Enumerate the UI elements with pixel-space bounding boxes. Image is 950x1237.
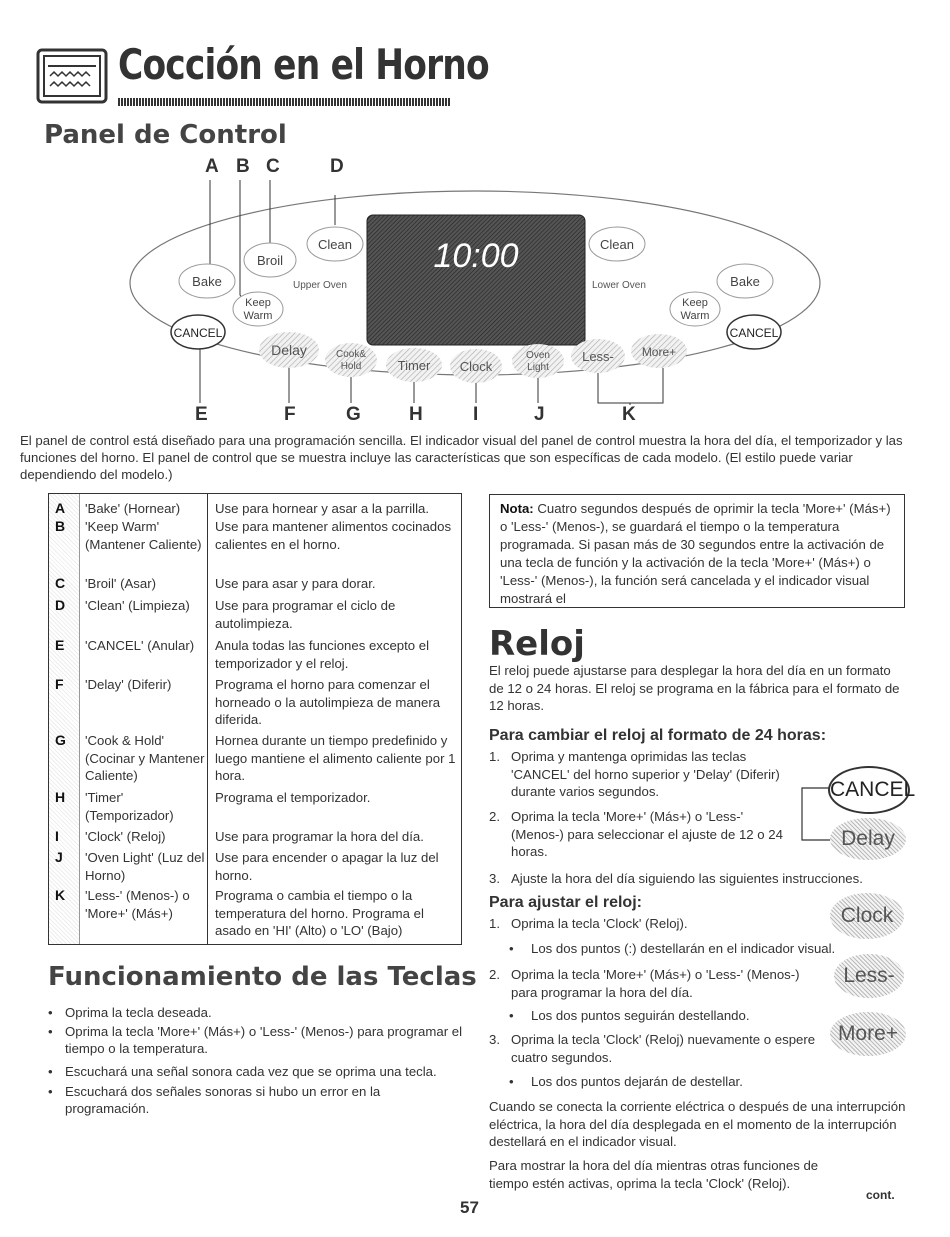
row-name: 'Broil' (Asar) — [85, 576, 156, 591]
clean-right-label: Clean — [600, 237, 634, 252]
cancel-left-label: CANCEL — [173, 326, 223, 340]
list-item — [509, 1007, 829, 1025]
row-desc: Programa el temporizador. — [215, 790, 371, 805]
row-key: E — [55, 637, 65, 653]
list-item — [489, 870, 909, 888]
step-bullet: • — [509, 941, 514, 956]
step-text: Los dos puntos seguirán destellando. — [531, 1008, 750, 1023]
step-text: Ajuste la hora del día siguiendo las siguientes instrucciones. — [511, 871, 863, 886]
control-panel-diagram — [0, 175, 950, 405]
letter-f: F — [284, 404, 296, 425]
clock-label: Clock — [459, 359, 493, 374]
row-key: K — [55, 887, 66, 903]
step-number: 2. — [489, 967, 500, 982]
letter-a: A — [205, 156, 219, 177]
row-key: B — [55, 518, 66, 534]
row-desc: Programa el horno para comenzar el horneado o la autolimpieza de manera diferida. — [215, 677, 441, 727]
bullet-text: Oprima la tecla deseada. — [65, 1005, 212, 1020]
list-item — [489, 748, 799, 801]
row-desc: Use para hornear y asar a la parrilla. — [215, 501, 430, 516]
list-item: • Oprima la tecla deseada. — [48, 1004, 468, 1021]
row-key: J — [55, 849, 63, 865]
row-name: 'Oven Light' (Luz del Horno) — [85, 850, 205, 883]
clock-key: Clock — [830, 893, 904, 939]
letter-b: B — [236, 156, 250, 177]
step-text: Oprima la tecla 'Clock' (Reloj). — [511, 916, 688, 931]
row-key: A — [55, 500, 66, 516]
letter-d: D — [330, 156, 344, 177]
step-text: Los dos puntos dejarán de destellar. — [531, 1074, 743, 1089]
keep-warm-left-label-1: Keep — [245, 297, 271, 309]
table-divider — [207, 494, 208, 944]
row-key: D — [55, 597, 66, 613]
step-text: Oprima la tecla 'Clock' (Reloj) nuevamente o espere cuatro segundos. — [511, 1032, 816, 1065]
cancel-key: CANCEL — [828, 766, 910, 814]
reloj-clock-paragraph: Para mostrar la hora del día mientras otras funciones de tiempo estén activas, oprima la tecla 'Clock' (Reloj). — [489, 1158, 819, 1191]
reloj-subtitle-ajustar: Para ajustar el reloj: — [489, 894, 642, 911]
letter-k: K — [622, 404, 636, 425]
features-table — [48, 493, 462, 945]
oven-light-label-2: Light — [527, 362, 549, 373]
cook-hold-label-2: Hold — [340, 361, 362, 372]
letter-h: H — [409, 404, 423, 425]
row-name: 'Bake' (Hornear) — [85, 501, 181, 516]
note-text: Cuatro segundos después de oprimir la tecla 'More+' (Más+) o 'Less-' (Menos-), se guardará el tiempo o la temperatura programada. Si pasan más de 30 segundos entre la activación de una tecla de función y la activación de la tecla 'More+' (Más+) o 'Less-' (Menos-), la función será cancelada y el indicador visual mostrará el — [500, 501, 891, 606]
list-item — [489, 1031, 819, 1066]
page-title: Cocción en el Horno — [118, 40, 489, 89]
title-rule — [118, 98, 450, 106]
reloj-intro: El reloj puede ajustarse para desplegar la hora del día en un formato de 12 o 24 horas. El reloj se programa en la fábrica para el formato de 12 horas. — [489, 663, 900, 713]
clock-display: 10:00 — [433, 237, 519, 275]
row-name: 'Cook & Hold' (Cocinar y Mantener Caliente) — [85, 733, 205, 783]
cancel-right-label: CANCEL — [729, 326, 779, 340]
keep-warm-left-label-2: Warm — [243, 310, 273, 322]
letter-g: G — [346, 404, 361, 425]
row-desc: Hornea durante un tiempo predefinido y luego mantiene el alimento caliente por 1 hora. — [215, 733, 456, 783]
continued-label: cont. — [866, 1188, 895, 1202]
row-desc: Programa o cambia el tiempo o la temperatura del horno. Programa el asado en 'HI' (Alto) o 'LO' (Bajo) — [215, 888, 424, 938]
less-label: Less- — [582, 349, 614, 364]
step-number: 2. — [489, 809, 500, 824]
letter-c: C — [266, 156, 280, 177]
row-name: 'Timer' (Temporizador) — [85, 790, 174, 823]
row-name: 'Clean' (Limpieza) — [85, 598, 190, 613]
page-number: 57 — [460, 1198, 479, 1217]
cook-hold-label-1: Cook& — [335, 349, 367, 360]
note-label: Nota: — [500, 501, 534, 516]
panel-intro-text: El panel de control está diseñado para una programación sencilla. El indicador visual del panel de control muestra la hora del día, el temporizador y las funciones del horno. El panel de control que se muestra incluye las características que son específicas de cada modelo. (El estilo puede variar dependiendo del modelo.) — [20, 433, 903, 482]
step-text: Oprima la tecla 'More+' (Más+) o 'Less-' (Menos-) para programar la hora del día. — [511, 967, 800, 1000]
funcionamiento-title: Funcionamiento de las Teclas — [48, 962, 477, 992]
step-number: 1. — [489, 916, 500, 931]
table-key-column — [49, 494, 80, 944]
lower-oven-label: Lower Oven — [592, 280, 646, 291]
row-desc: Use para asar y para dorar. — [215, 576, 376, 591]
row-name: 'Less-' (Menos-) o 'More+' (Más+) — [85, 888, 190, 921]
step-number: 3. — [489, 871, 500, 886]
list-item — [509, 1073, 829, 1091]
less-key: Less- — [834, 954, 904, 998]
connector-bracket — [800, 760, 832, 860]
row-key: F — [55, 676, 64, 692]
step-number: 1. — [489, 749, 500, 764]
list-item: • Escuchará dos señales sonoras si hubo un error en la programación. — [48, 1083, 468, 1117]
reloj-power-paragraph: Cuando se conecta la corriente eléctrica o después de una interrupción eléctrica, la hora del día desplegada en el momento de la interrupción destellará en el indicador visual. — [489, 1099, 906, 1149]
step-bullet: • — [509, 1074, 514, 1089]
keep-warm-right-label-1: Keep — [682, 297, 708, 309]
note-box — [489, 494, 905, 608]
row-key: C — [55, 575, 66, 591]
delay-label: Delay — [271, 342, 307, 358]
row-desc: Use para encender o apagar la luz del horno. — [215, 850, 439, 883]
step-text: Los dos puntos (:) destellarán en el indicador visual. — [531, 941, 836, 956]
oven-icon — [36, 48, 108, 104]
step-text: Oprima y mantenga oprimidas las teclas 'CANCEL' del horno superior y 'Delay' (Diferir) durante varios segundos. — [511, 749, 780, 799]
step-bullet: • — [509, 1008, 514, 1023]
bake-left-label: Bake — [192, 274, 222, 289]
reloj-subtitle-24h: Para cambiar el reloj al formato de 24 horas: — [489, 727, 827, 744]
keep-warm-right-label-2: Warm — [680, 310, 710, 322]
list-item: • Oprima la tecla 'More+' (Más+) o 'Less-' (Menos-) para programar el tiempo o la temperatura. — [48, 1023, 468, 1057]
list-item — [509, 940, 849, 958]
row-name: 'CANCEL' (Anular) — [85, 638, 195, 653]
broil-label: Broil — [256, 253, 284, 268]
letter-j: J — [534, 404, 545, 425]
row-name: 'Delay' (Diferir) — [85, 677, 172, 692]
oven-light-label-1: Oven — [526, 350, 550, 361]
row-key: I — [55, 828, 59, 844]
list-item — [489, 966, 809, 1001]
step-number: 3. — [489, 1032, 500, 1047]
more-label: More+ — [641, 345, 677, 359]
delay-key: Delay — [830, 818, 906, 860]
list-item — [489, 915, 809, 933]
clean-left-label: Clean — [318, 237, 352, 252]
bullet-text: Escuchará una señal sonora cada vez que se oprima una tecla. — [65, 1064, 437, 1079]
letter-i: I — [473, 404, 479, 425]
list-item: • Escuchará una señal sonora cada vez que se oprima una tecla. — [48, 1063, 468, 1080]
bullet-text: Oprima la tecla 'More+' (Más+) o 'Less-' (Menos-) para programar el tiempo o la temperatura. — [65, 1024, 463, 1056]
step-text: Oprima la tecla 'More+' (Más+) o 'Less-' (Menos-) para seleccionar el ajuste de 12 o 24 horas. — [511, 809, 783, 859]
row-name: 'Keep Warm' (Mantener Caliente) — [85, 519, 202, 552]
reloj-title: Reloj — [489, 624, 585, 664]
bullet-text: Escuchará dos señales sonoras si hubo un error en la programación. — [65, 1084, 381, 1116]
panel-section-title: Panel de Control — [44, 120, 287, 150]
list-item — [489, 808, 799, 861]
timer-label: Timer — [397, 358, 431, 373]
bake-right-label: Bake — [730, 274, 760, 289]
upper-oven-label: Upper Oven — [293, 280, 347, 291]
more-key: More+ — [830, 1012, 906, 1056]
letter-e: E — [195, 404, 208, 425]
row-key: H — [55, 789, 66, 805]
row-desc: Use para programar el ciclo de autolimpieza. — [215, 598, 396, 631]
row-name: 'Clock' (Reloj) — [85, 829, 166, 844]
row-desc: Use para mantener alimentos cocinados calientes en el horno. — [215, 519, 452, 552]
row-key: G — [55, 732, 66, 748]
row-desc: Use para programar la hora del día. — [215, 829, 424, 844]
row-desc: Anula todas las funciones excepto el temporizador y el reloj. — [215, 638, 430, 671]
